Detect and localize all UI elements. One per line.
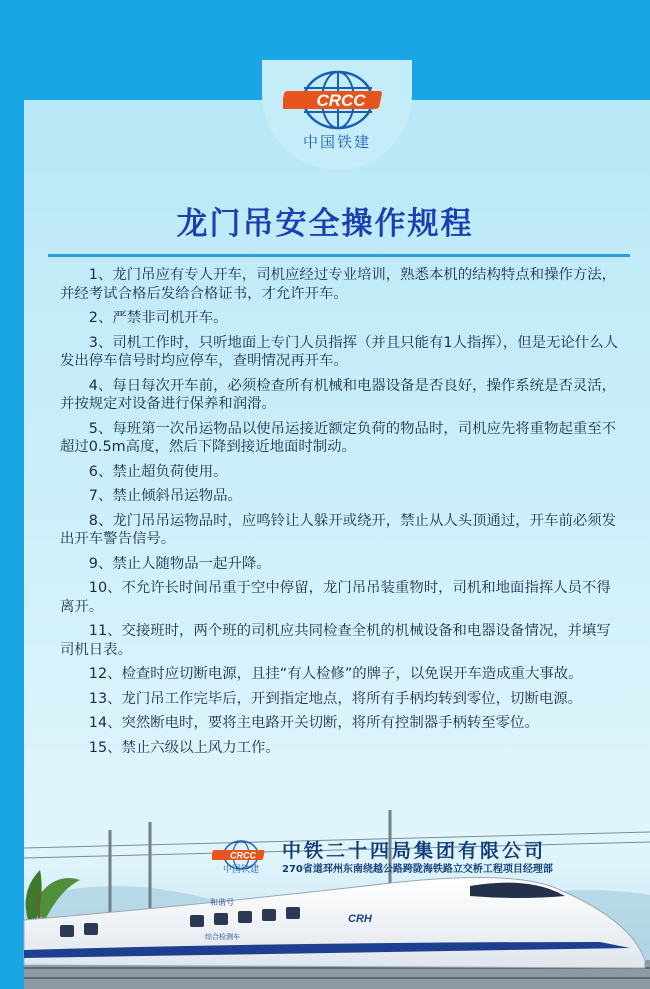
logo-caption: 中国铁建 bbox=[302, 133, 371, 151]
rule-item: 10、不允许长时间吊重于空中停留，龙门吊吊装重物时，司机和地面指挥人员不得离开。 bbox=[60, 580, 611, 615]
rule-item: 11、交接班时，两个班的司机应共同检查全机的机械设备和电器设备情况，并填写司机日表。 bbox=[60, 623, 611, 658]
title-divider bbox=[48, 254, 630, 257]
rule-item: 15、禁止六级以上风力工作。 bbox=[88, 739, 280, 756]
rule-item: 4、每日每次开车前，必须检查所有机械和电器设备是否良好，操作系统是否灵活，并按规定对设备进行保养和润滑。 bbox=[60, 377, 617, 412]
rule-item: 8、龙门吊吊运物品时，应鸣铃让人躲开或绕开，禁止从人头顶通过，开车前必须发出开车警告信号。 bbox=[60, 512, 617, 547]
rule-item: 7、禁止倾斜吊运物品。 bbox=[88, 488, 242, 504]
train-car-name: 和谐号 bbox=[210, 898, 234, 907]
crcc-logo bbox=[283, 70, 393, 130]
logo-small-brand-text: CRCC bbox=[230, 850, 256, 861]
rule-item: 12、检查时应切断电源，且挂“有人检修”的牌子，以免误开车造成重大事故。 bbox=[88, 666, 583, 682]
page-title: 龙门吊安全操作规程 bbox=[176, 206, 474, 242]
rule-item: 6、禁止超负荷使用。 bbox=[88, 463, 228, 480]
rule-item: 2、严禁非司机开车。 bbox=[88, 310, 228, 326]
project-department: 270省道邳州东南绕越公路跨陇海铁路立交桥工程项目经理部 bbox=[282, 864, 553, 875]
rule-item: 5、每班第一次吊运物品以使吊运接近额定负荷的物品时，司机应先将重物起重至不超过0.5m高度，然后下降到接近地面时制动。 bbox=[60, 420, 617, 455]
rule-item: 14、突然断电时，要将主电路开关切断，将所有控制器手柄转至零位。 bbox=[88, 715, 539, 731]
rules-list bbox=[60, 266, 620, 763]
rule-item: 9、禁止人随物品一起升降。 bbox=[88, 555, 271, 572]
rule-item: 3、司机工作时，只听地面上专门人员指挥（并且只能有1人指挥），但是无论什么人发出停车信号时均应停车，查明情况再开车。 bbox=[60, 334, 618, 369]
logo-small-caption: 中国铁建 bbox=[222, 865, 259, 875]
train-car-sub: 综合检测车 bbox=[205, 933, 240, 941]
rule-item: 13、龙门吊工作完毕后，开到指定地点，将所有手柄均转到零位，切断电源。 bbox=[88, 690, 583, 707]
logo-brand-text: CRCC bbox=[316, 91, 366, 110]
company-name: 中铁二十四局集团有限公司 bbox=[282, 840, 547, 862]
rule-item: 1、龙门吊应有专人开车，司机应经过专业培训，熟悉本机的结构特点和操作方法，并经考试合格后发给合格证书，才允许开车。 bbox=[60, 267, 617, 302]
train-crh-label: CRH bbox=[348, 913, 372, 925]
